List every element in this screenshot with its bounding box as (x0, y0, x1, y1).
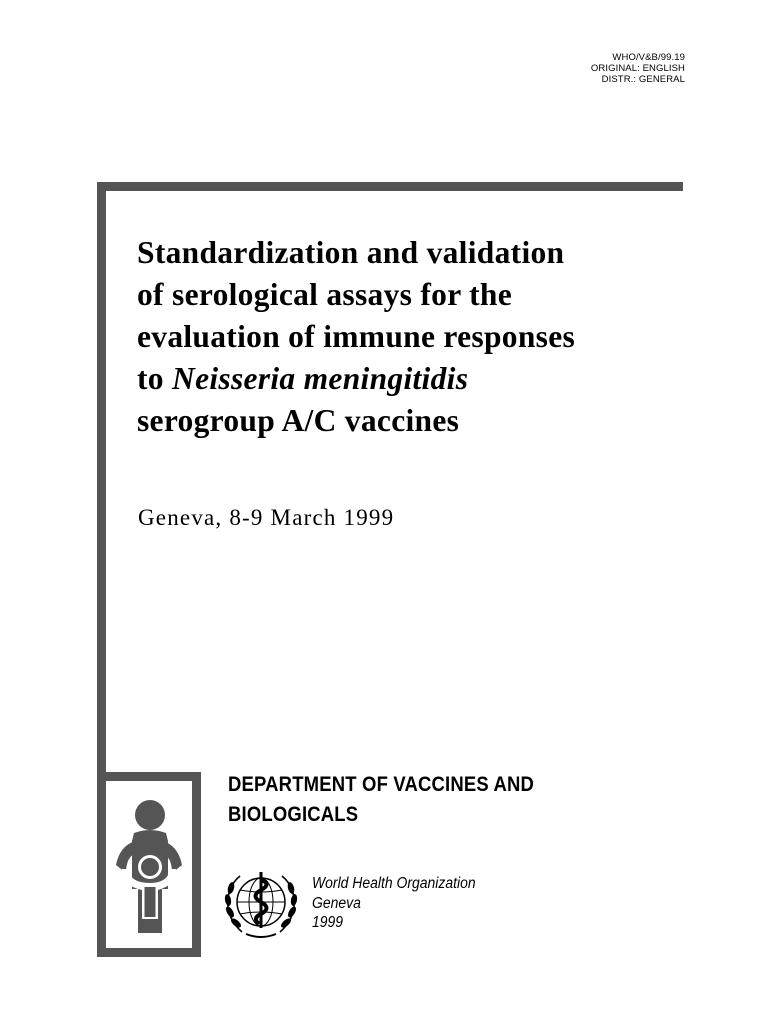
publisher-city: Geneva (312, 894, 361, 912)
document-reference (591, 52, 685, 85)
title-line-2: of serological assays for the (137, 277, 512, 312)
meeting-location-date: Geneva, 8-9 March 1999 (138, 505, 395, 530)
frame-top-bar (97, 182, 683, 191)
title-species-name: Neisseria meningitidis (172, 361, 469, 396)
publisher-name: World Health Organization (312, 875, 476, 892)
department-line-1: DEPARTMENT OF VACCINES AND (228, 773, 535, 796)
title-line-3: evaluation of immune responses (137, 319, 576, 354)
publisher-year: 1999 (312, 914, 344, 931)
doc-original-language: ORIGINAL: ENGLISH (590, 63, 685, 74)
department-line-2: BIOLOGICALS (228, 803, 359, 826)
doc-distribution: DISTR.: GENERAL (601, 74, 685, 85)
who-emblem-icon (222, 866, 300, 942)
publisher-info (312, 874, 476, 933)
department-name (228, 770, 534, 830)
title-line-1: Standardization and validation (137, 235, 565, 270)
title-line-4 (137, 358, 717, 400)
doc-number: WHO/V&B/99.19 (612, 52, 685, 63)
title-line-5: serogroup A/C vaccines (137, 403, 460, 438)
title-line-4-prefix: to (137, 361, 173, 396)
document-title (137, 232, 717, 442)
vaccines-biologicals-logo-icon (97, 772, 201, 957)
